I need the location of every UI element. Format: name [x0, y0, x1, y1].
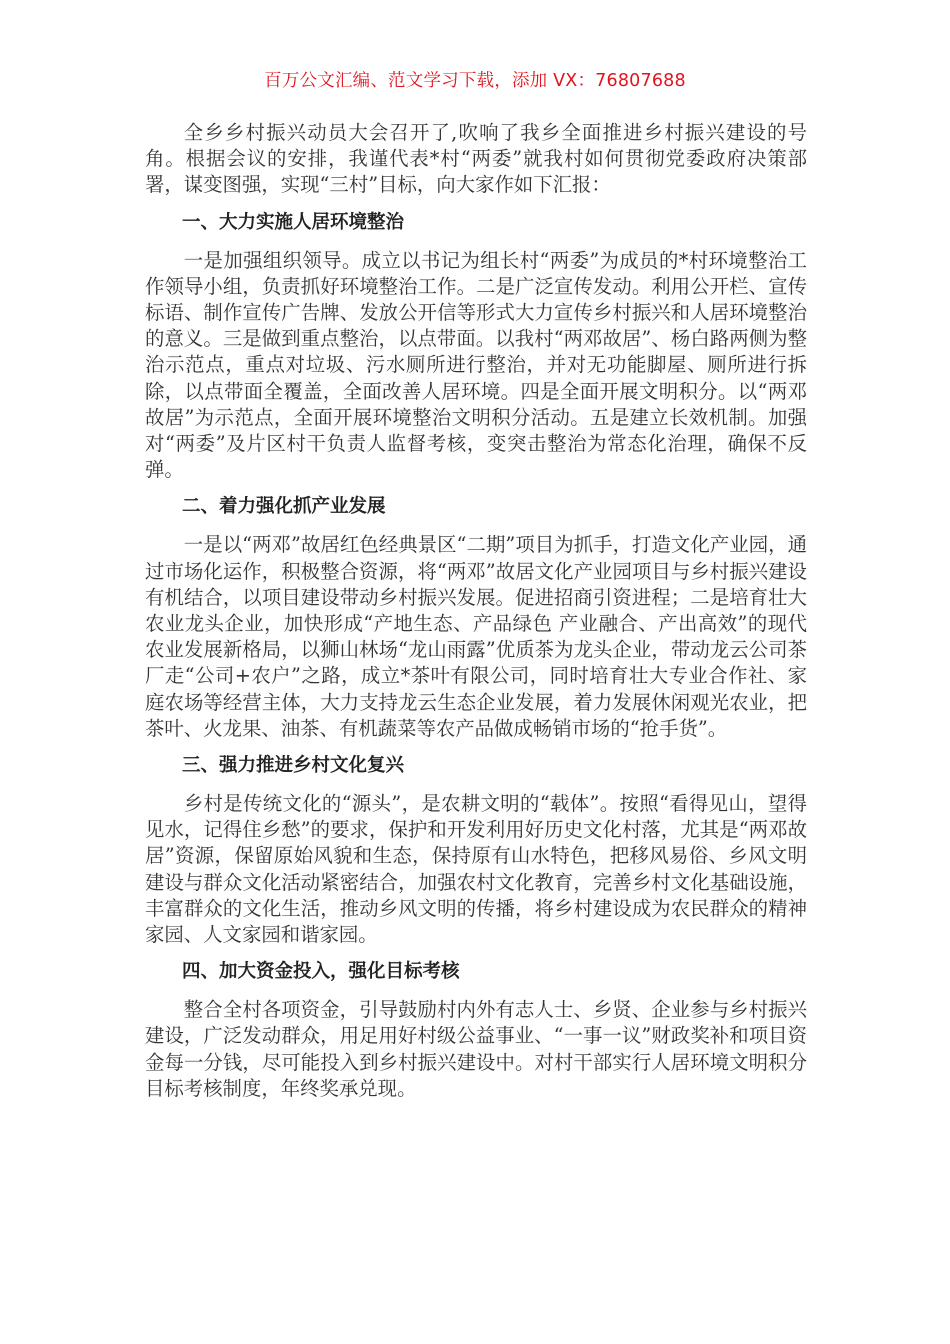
section-heading-3: 三、强力推进乡村文化复兴 [182, 755, 405, 777]
section-body-1: 一是加强组织领导。成立以书记为组长村“两委”为成员的*村环境整治工作领导小组，负责抓好环境整治工作。二是广泛宣传发动。利用公开栏、宣传标语、制作宣传广告牌、发放公开信等形式大力宣传乡村振兴和人居环境整治的意义。三是做到重点整治，以点带面。以我村“两邓故居”、杨白路两侧为整治示范点，重点对垃圾、污水厕所进行整治，并对无功能脚屋、厕所进行拆除，以点带面全覆盖，全面改善人居环境。四是全面开展文明积分。以“两邓故居”为示范点，全面开展环境整治文明积分活动。五是建立长效机制。加强对“两委”及片区村干负责人监督考核，变突击整治为常态化治理，确保不反弹。 [145, 248, 807, 482]
section-heading-2: 二、着力强化抓产业发展 [182, 496, 386, 518]
intro-paragraph: 全乡乡村振兴动员大会召开了,吹响了我乡全面推进乡村振兴建设的号角。根据会议的安排，我谨代表*村“两委”就我村如何贯彻党委政府决策部署，谋变图强，实现“三村”目标，向大家作如下汇报： [145, 121, 807, 197]
section-body-4: 整合全村各项资金，引导鼓励村内外有志人士、乡贤、企业参与乡村振兴建设，广泛发动群众，用足用好村级公益事业、“一事一议”财政奖补和项目资金每一分钱，尽可能投入到乡村振兴建设中。对村干部实行人居环境文明积分目标考核制度，年终奖承兑现。 [145, 998, 807, 1100]
watermark-header: 百万公文汇编、范文学习下载，添加 VX：76807688 [264, 71, 686, 91]
section-body-3: 乡村是传统文化的“源头”，是农耕文明的“载体”。按照“看得见山，望得见水，记得住乡愁”的要求，保护和开发利用好历史文化村落，尤其是“两邓故居”资源，保留原始风貌和生态，保持原有山水特色，把移风易俗、乡风文明建设与群众文化活动紧密结合，加强农村文化教育，完善乡村文化基础设施，丰富群众的文化生活，推动乡风文明的传播，将乡村建设成为农民群众的精神家园、人文家园和谐家园。 [145, 792, 807, 947]
section-heading-4: 四、加大资金投入，强化目标考核 [182, 961, 460, 983]
section-heading-1: 一、大力实施人居环境整治 [182, 211, 405, 233]
document-body [145, 120, 807, 1102]
section-body-2: 一是以“两邓”故居红色经典景区“二期”项目为抓手，打造文化产业园，通过市场化运作，积极整合资源，将“两邓”故居文化产业园项目与乡村振兴建设有机结合，以项目建设带动乡村振兴发展。促进招商引资进程；二是培育壮大农业龙头企业，加快形成“产地生态、产品绿色 产业融合、产出高效”的现代农业发展新格局，以狮山林场“龙山雨露”优质茶为龙头企业，带动龙云公司茶厂走“公司+农户”之路，成立*茶叶有限公司，同时培育壮大专业合作社、家庭农场等经营主体，大力支持龙云生态企业发展，着力发展休闲观光农业，把茶叶、火龙果、油茶、有机蔬菜等农产品做成畅销市场的“抢手货”。 [145, 533, 807, 740]
